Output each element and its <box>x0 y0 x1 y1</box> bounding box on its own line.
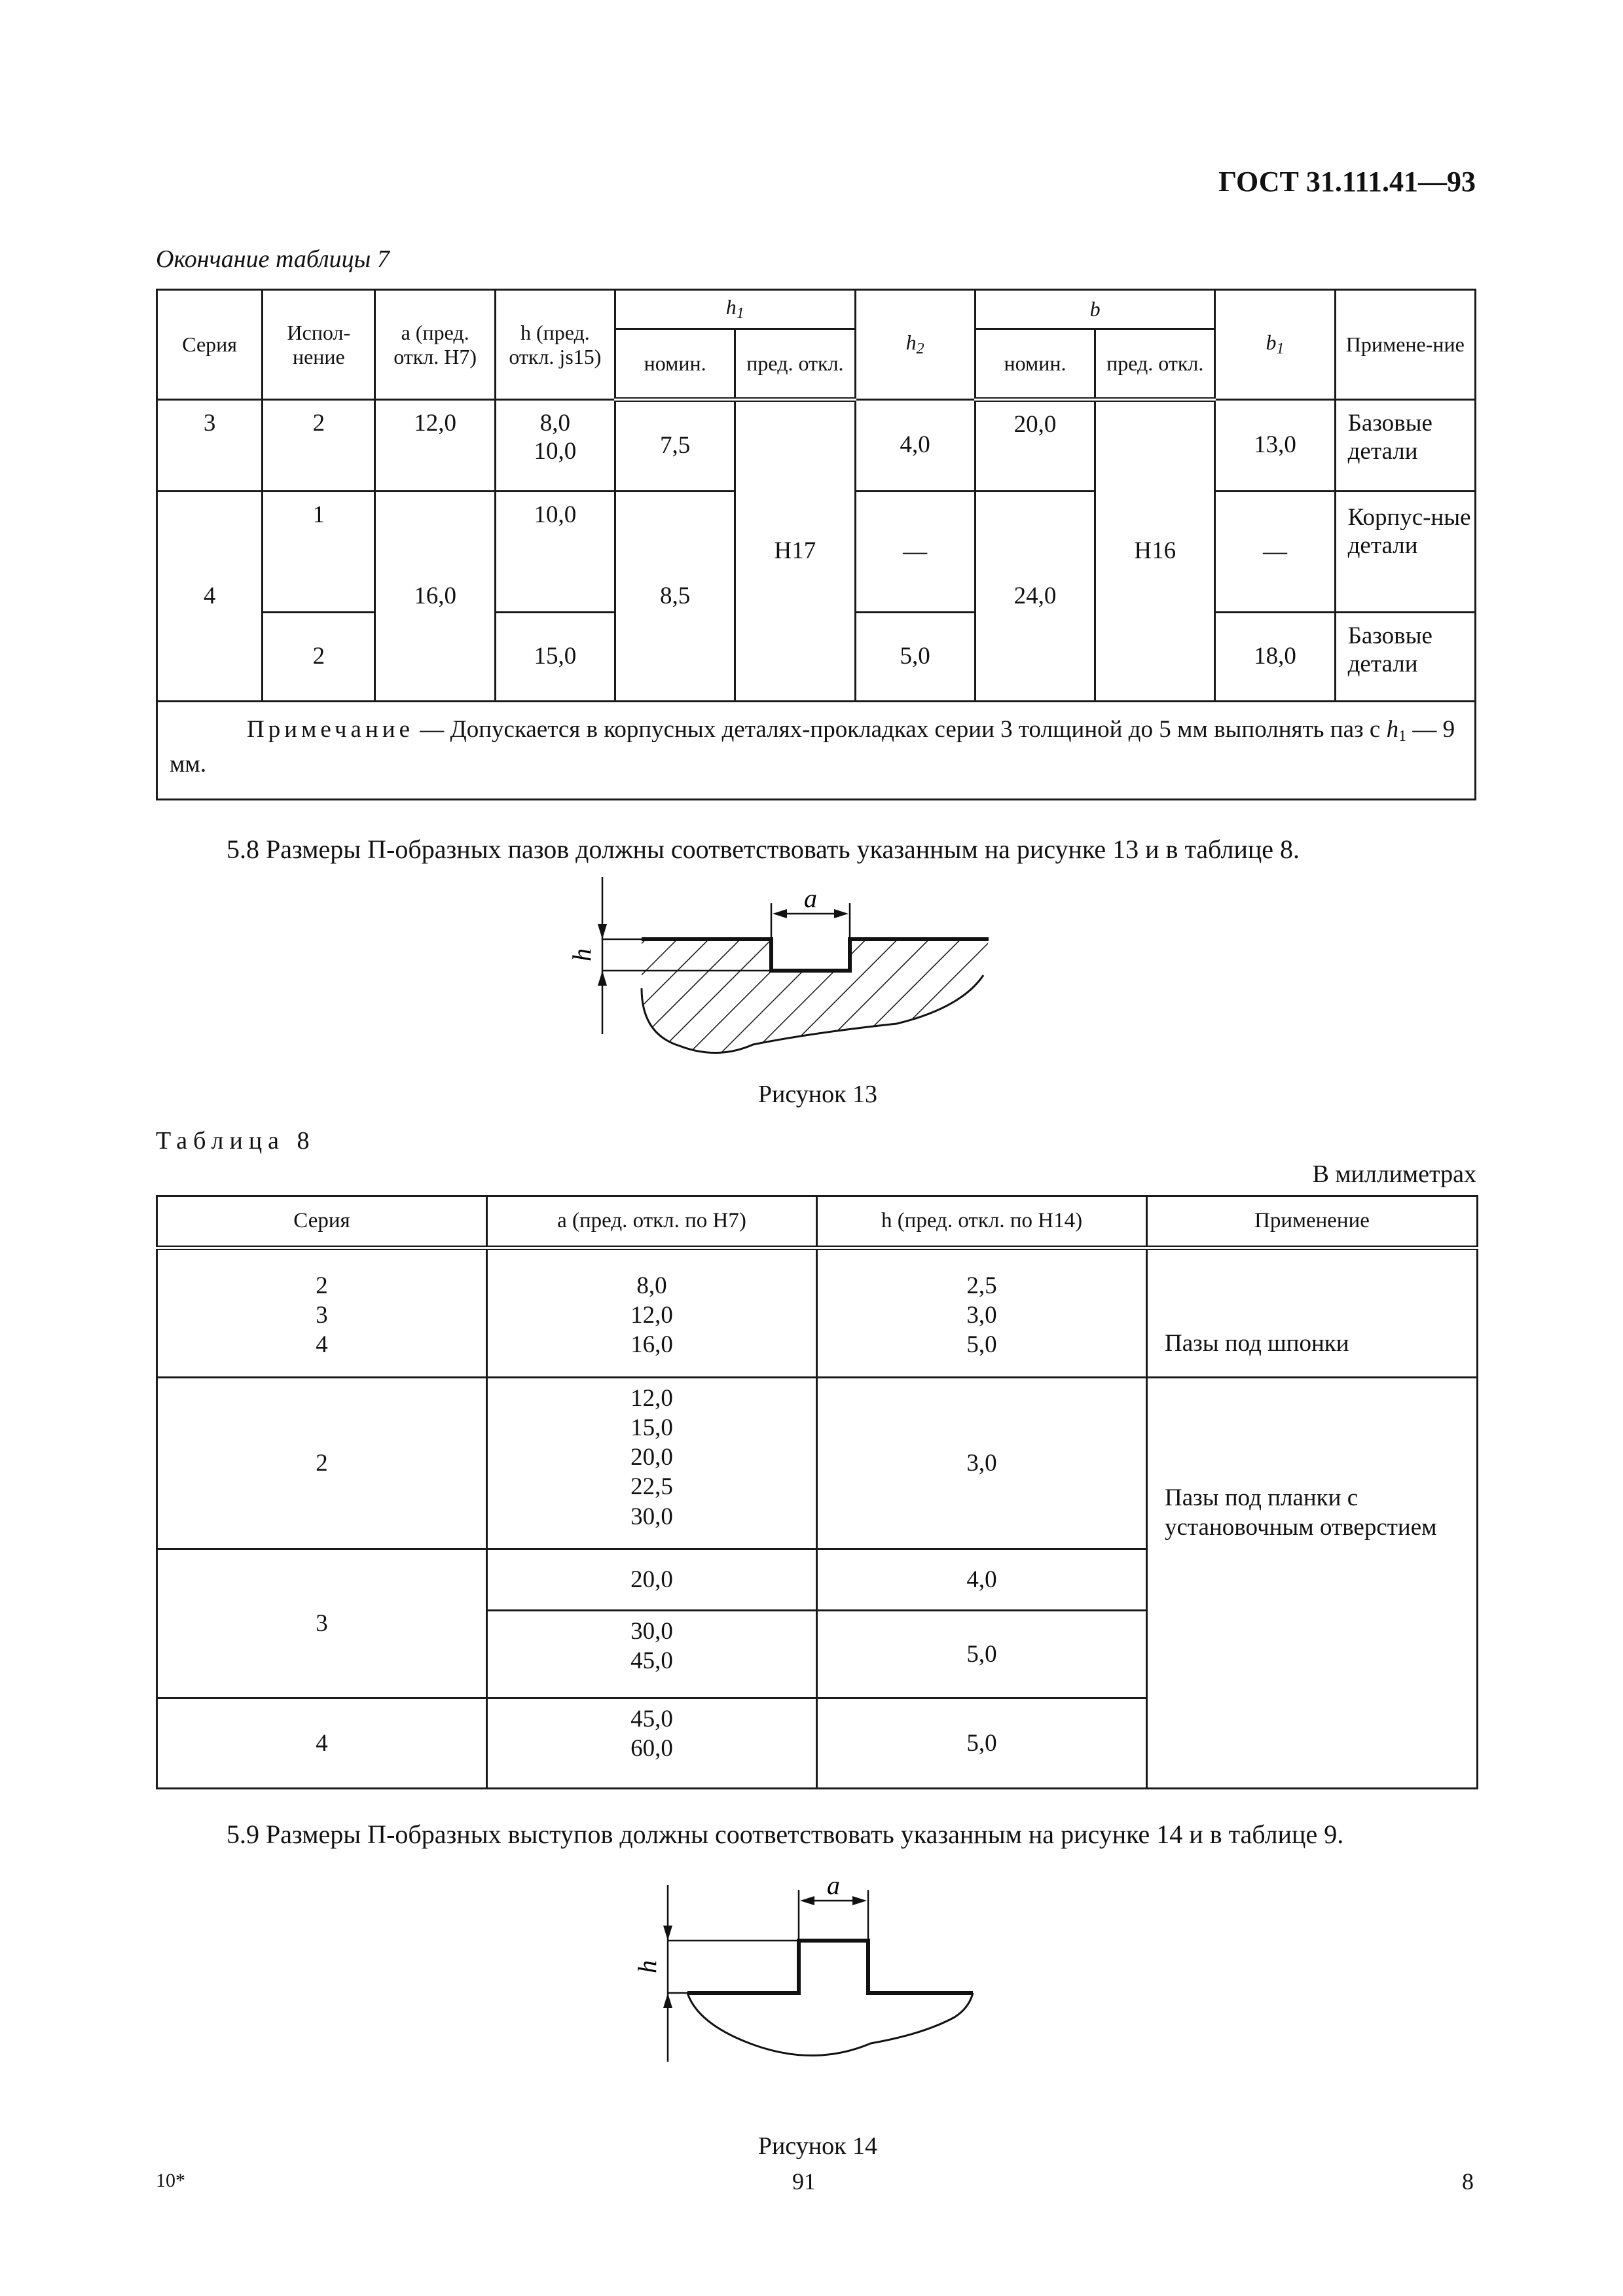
figure-13-caption: Рисунок 13 <box>757 1081 878 1108</box>
t7-header-b: b <box>975 290 1215 329</box>
t7-cell: 3 <box>157 400 263 492</box>
t7-cell: — <box>855 492 975 613</box>
t8-header-h: h (пред. откл. по H14) <box>817 1196 1147 1248</box>
t8-cell: 4,0 <box>817 1549 1147 1611</box>
t8-cell: 5,0 <box>817 1611 1147 1698</box>
t8-cell: 2 3 4 <box>157 1248 487 1378</box>
t8-cell-application-2: Пазы под планки с установочным отверстием <box>1147 1378 1478 1789</box>
t7-header-h1: $h_1$ <box>615 290 856 329</box>
t7-header-version: Испол-нение <box>263 290 375 400</box>
hatching <box>635 933 995 1064</box>
t7-cell-h1nom4: 8,5 <box>615 492 735 702</box>
table8-units: В миллиметрах <box>1312 1160 1476 1188</box>
standard-header: ГОСТ 31.111.41—93 <box>1218 166 1476 198</box>
t7-cell: 1 <box>263 492 375 613</box>
t7-cell: 2 <box>263 613 375 702</box>
t7-header-b-tolerance: пред. откл. <box>1095 329 1215 400</box>
table7-caption: Окончание таблицы 7 <box>156 245 390 273</box>
t7-header-h: h (пред. откл. js15) <box>495 290 615 400</box>
t8-header-a: a (пред. откл. по H7) <box>487 1196 817 1248</box>
label-h: h <box>567 948 596 961</box>
projection-profile <box>687 1941 973 1993</box>
t7-cell: 15,0 <box>495 613 615 702</box>
t7-cell: 18,0 <box>1215 613 1335 702</box>
t8-header-series: Серия <box>157 1196 487 1248</box>
paragraph-5-9: 5.9 Размеры П-образных выступов должны соответствовать указанным на рисунке 14 и в таблице 9. <box>227 1820 1344 1849</box>
t8-cell: 3,0 <box>817 1378 1147 1549</box>
t8-cell: 3 <box>157 1549 487 1698</box>
t8-cell: 5,0 <box>817 1698 1147 1789</box>
t7-cell: Базовые детали <box>1335 613 1475 702</box>
t7-cell: 8,0 10,0 <box>495 400 615 492</box>
t7-note-label: Примечание <box>247 716 414 743</box>
footer-right: 8 <box>1462 2168 1474 2195</box>
table8-label: Таблица 8 <box>156 1127 316 1155</box>
t7-cell: 20,0 <box>975 400 1095 492</box>
t7-cell: — <box>1215 492 1335 613</box>
table-8 <box>156 1195 1478 1789</box>
t7-header-application: Примене-ние <box>1335 290 1475 400</box>
t7-cell: 5,0 <box>855 613 975 702</box>
t8-cell: 2 <box>157 1378 487 1549</box>
t8-cell: 2,5 3,0 5,0 <box>817 1248 1147 1378</box>
t7-cell: Корпус-ные детали <box>1335 492 1475 613</box>
t7-cell: 10,0 <box>495 492 615 613</box>
t7-header-h1-nominal: номин. <box>615 329 735 400</box>
t7-cell: Базовые детали <box>1335 400 1475 492</box>
t7-cell: 12,0 <box>375 400 495 492</box>
t8-cell: 45,0 60,0 <box>487 1698 817 1789</box>
t7-header-a: a (пред. откл. H7) <box>375 290 495 400</box>
t7-cell-series4: 4 <box>157 492 263 702</box>
t8-cell: 20,0 <box>487 1549 817 1611</box>
t8-header-application: Применение <box>1147 1196 1478 1248</box>
table-7 <box>156 289 1476 800</box>
break-line <box>687 1993 973 2056</box>
t7-cell: 13,0 <box>1215 400 1335 492</box>
footer-page-number: 91 <box>792 2168 816 2195</box>
t8-cell: 12,0 15,0 20,0 22,5 30,0 <box>487 1378 817 1549</box>
figure-14-caption: Рисунок 14 <box>757 2132 878 2160</box>
paragraph-5-8: 5.8 Размеры П-образных пазов должны соответствовать указанным на рисунке 13 и в таблице 8. <box>227 834 1300 864</box>
t7-note: Примечание — Допускается в корпусных деталях-прокладках серии 3 толщиной до 5 мм выполнять паз с $h_1$ — 9 мм. <box>157 702 1476 800</box>
figure-13-drawing <box>556 870 1002 1073</box>
t7-cell: 7,5 <box>615 400 735 492</box>
t7-header-series: Серия <box>157 290 263 400</box>
t7-header-h1-tolerance: пред. откл. <box>735 329 855 400</box>
t8-cell-application-1: Пазы под шпонки <box>1147 1248 1478 1378</box>
figure-14-drawing <box>596 1872 1002 2134</box>
t7-cell-b-tol: H16 <box>1095 400 1215 702</box>
t7-cell: 4,0 <box>855 400 975 492</box>
t8-cell: 8,0 12,0 16,0 <box>487 1248 817 1378</box>
t7-header-b1: $b_1$ <box>1215 290 1335 400</box>
t7-cell-h1-tol: H17 <box>735 400 855 702</box>
t7-header-b-nominal: номин. <box>975 329 1095 400</box>
label-h: h <box>632 1960 662 1973</box>
t7-cell: 2 <box>263 400 375 492</box>
footer-left: 10* <box>156 2170 185 2191</box>
t7-cell-a4: 16,0 <box>375 492 495 702</box>
t8-cell: 30,0 45,0 <box>487 1611 817 1698</box>
label-a: a <box>827 1872 840 1900</box>
t7-cell-bnom4: 24,0 <box>975 492 1095 702</box>
t7-header-h2: $h_2$ <box>855 290 975 400</box>
label-a: a <box>804 884 817 913</box>
t8-cell: 4 <box>157 1698 487 1789</box>
